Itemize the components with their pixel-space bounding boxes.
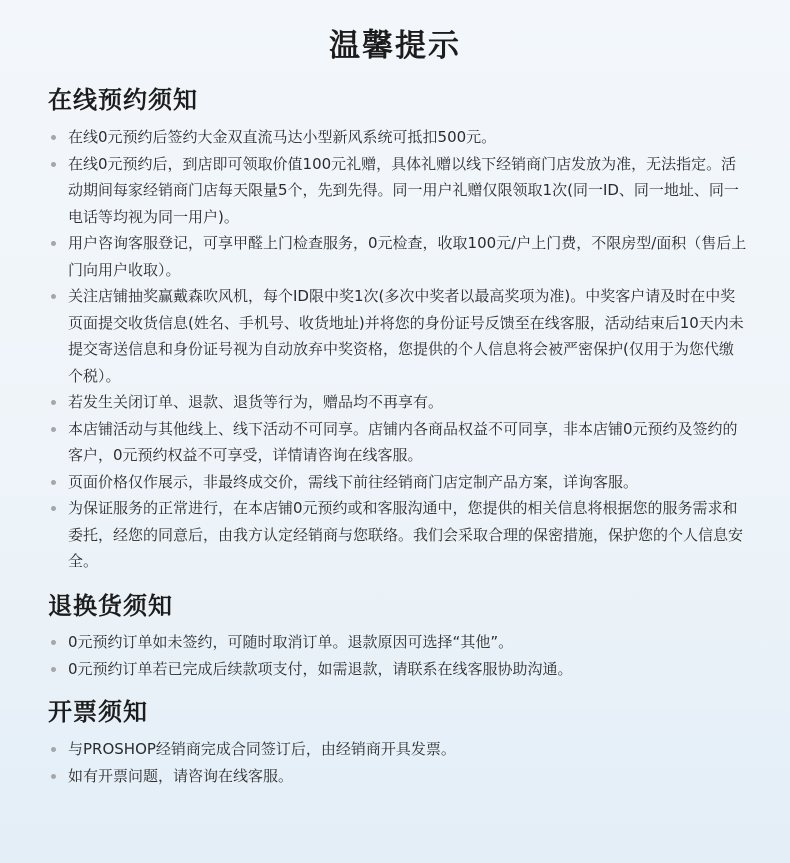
bullet-icon <box>51 480 56 485</box>
bullet-icon <box>51 747 56 752</box>
section-heading: 在线预约须知 <box>48 86 198 114</box>
list-item <box>48 124 748 151</box>
bullet-icon <box>51 506 56 511</box>
bullet-icon <box>51 162 56 167</box>
bullet-icon <box>51 294 56 299</box>
bullet-list <box>48 736 748 789</box>
list-item-text: 在线0元预约后签约大金双直流马达小型新风系统可抵扣500元。 <box>68 128 497 146</box>
bullet-icon <box>51 640 56 645</box>
list-item-text: 如有开票问题，请咨询在线客服。 <box>68 766 294 785</box>
list-item <box>48 151 748 231</box>
list-item-text: 0元预约订单若已完成后续款项支付，如需退款，请联系在线客服协助沟通。 <box>68 659 573 678</box>
list-item <box>48 230 748 283</box>
bullet-icon <box>51 241 56 246</box>
bullet-icon <box>51 135 56 140</box>
list-item-text: 在线0元预约后，到店即可领取价值100元礼赠，具体礼赠以线下经销商门店发放为准，无法指定。活动期间每家经销商门店每天限量5个，先到先得。同一用户礼赠仅限领取1次(同一ID、同一地址、同一电话等均视为同一用户)。 <box>68 154 739 226</box>
list-item-text: 与PROSHOP经销商完成合同签订后，由经销商开具发票。 <box>68 740 456 758</box>
list-item-text: 关注店铺抽奖赢戴森吹风机，每个ID限中奖1次(多次中奖者以最高奖项为准)。中奖客户请及时在中奖页面提交收货信息(姓名、手机号、收货地址)并将您的身份证号反馈至在线客服，活动结束后10天内未提交寄送信息和身份证号视为自动放弃中奖资格，您提供的个人信息将会被严密保护(仅用于为您代缴个税）。 <box>68 287 744 385</box>
section-return-notice <box>48 586 748 682</box>
page-title: 温馨提示 <box>329 28 461 64</box>
list-item-text: 若发生关闭订单、退款、退货等行为，赠品均不再享有。 <box>68 393 444 411</box>
list-item <box>48 389 748 416</box>
bullet-icon <box>51 667 56 672</box>
bullet-icon <box>51 774 56 779</box>
list-item <box>48 763 748 790</box>
list-item <box>48 469 748 496</box>
list-item-text: 本店铺活动与其他线上、线下活动不可同享。店铺内各商品权益不可同享，非本店铺0元预约及签约的客户，0元预约权益不可享受，详情请咨询在线客服。 <box>68 419 738 464</box>
section-heading: 开票须知 <box>48 698 148 726</box>
list-item <box>48 495 748 575</box>
list-item <box>48 656 748 683</box>
section-heading: 退换货须知 <box>48 592 173 620</box>
list-item-text: 页面价格仅作展示，非最终成交价，需线下前往经销商门店定制产品方案，详询客服。 <box>68 472 639 491</box>
list-item <box>48 629 748 656</box>
list-item-text: 0元预约订单如未签约，可随时取消订单。退款原因可选择“其他”。 <box>68 633 514 651</box>
section-invoice-notice <box>48 692 748 789</box>
bullet-icon <box>51 400 56 405</box>
section-booking-notice <box>48 80 748 575</box>
list-item-text: 为保证服务的正常进行，在本店铺0元预约或和客服沟通中，您提供的相关信息将根据您的服务需求和委托，经您的同意后，由我方认定经销商与您联络。我们会采取合理的保密措施，保护您的个人信息安全。 <box>68 499 744 570</box>
list-item-text: 用户咨询客服登记，可享甲醛上门检查服务，0元检查，收取100元/户上门费，不限房型/面积（售后上门向用户收取）。 <box>68 234 747 279</box>
list-item <box>48 416 748 469</box>
bullet-list <box>48 124 748 575</box>
list-item <box>48 283 748 389</box>
bullet-icon <box>51 427 56 432</box>
bullet-list <box>48 629 748 682</box>
list-item <box>48 736 748 763</box>
